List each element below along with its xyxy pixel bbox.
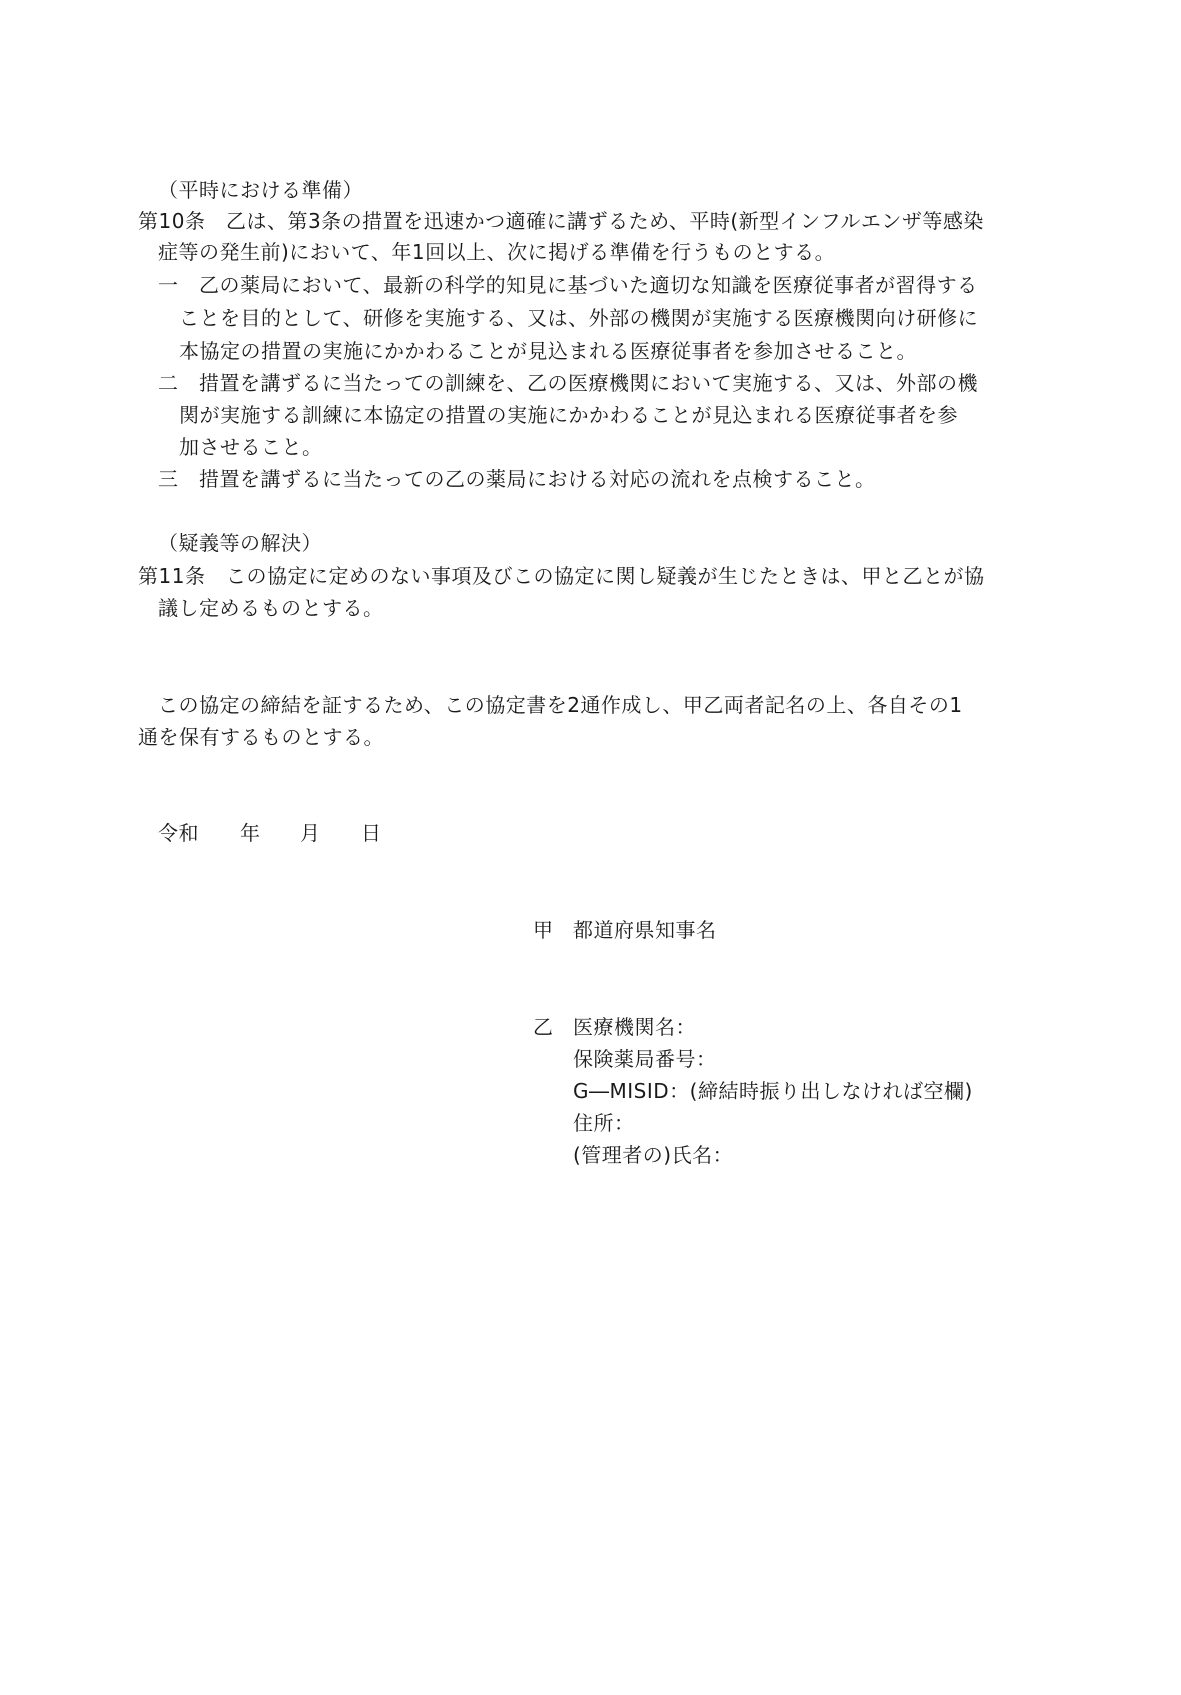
article10-paragraph-line-1: 第10条 乙は、第3条の措置を迅速かつ適確に講ずるため、平時(新型インフルエンザ等感染 bbox=[138, 209, 984, 233]
party-b-institution-label: 医療機関名： bbox=[573, 1015, 696, 1039]
article10-heading: （平時における準備） bbox=[158, 178, 363, 202]
article11-paragraph-line-2: 議し定めるものとする。 bbox=[158, 596, 384, 620]
article10-item-2-line-2: 関が実施する訓練に本協定の措置の実施にかかわることが見込まれる医療従事者を参 bbox=[179, 403, 958, 427]
article10-item-1-line-3: 本協定の措置の実施にかかわることが見込まれる医療従事者を参加させること。 bbox=[179, 339, 917, 363]
party-b-address-label: 住所： bbox=[573, 1111, 635, 1135]
date-era: 令和 bbox=[158, 821, 199, 845]
date-year: 年 bbox=[240, 821, 261, 845]
closing-line-2: 通を保有するものとする。 bbox=[138, 725, 384, 749]
party-b-gmis-label: G―MISID：(締結時振り出しなければ空欄) bbox=[573, 1079, 973, 1103]
party-a-label: 都道府県知事名 bbox=[573, 918, 717, 942]
article11-paragraph-line-1: 第11条 この協定に定めのない事項及びこの協定に関し疑義が生じたときは、甲と乙とが協 bbox=[138, 564, 985, 588]
article10-item-3-line-1: 三 措置を講ずるに当たっての乙の薬局における対応の流れを点検すること。 bbox=[158, 467, 876, 491]
party-b-pharmacy-number-label: 保険薬局番号： bbox=[573, 1047, 717, 1071]
party-b-manager-name-label: (管理者の)氏名： bbox=[573, 1143, 734, 1167]
article11-heading: （疑義等の解決） bbox=[158, 531, 322, 555]
party-a-mark: 甲 bbox=[533, 918, 554, 942]
article10-item-1-line-1: 一 乙の薬局において、最新の科学的知見に基づいた適切な知識を医療従事者が習得する bbox=[158, 273, 978, 297]
party-b-mark: 乙 bbox=[533, 1015, 554, 1039]
article10-item-2-line-1: 二 措置を講ずるに当たっての訓練を、乙の医療機関において実施する、又は、外部の機 bbox=[158, 371, 978, 395]
date-day: 日 bbox=[361, 821, 382, 845]
date-month: 月 bbox=[300, 821, 321, 845]
closing-line-1: この協定の締結を証するため、この協定書を2通作成し、甲乙両者記名の上、各自その1 bbox=[158, 693, 963, 717]
article10-paragraph-line-2: 症等の発生前)において、年1回以上、次に掲げる準備を行うものとする。 bbox=[158, 240, 836, 264]
article10-item-2-line-3: 加させること。 bbox=[179, 435, 323, 459]
article10-item-1-line-2: ことを目的として、研修を実施する、又は、外部の機関が実施する医療機関向け研修に bbox=[179, 306, 979, 330]
